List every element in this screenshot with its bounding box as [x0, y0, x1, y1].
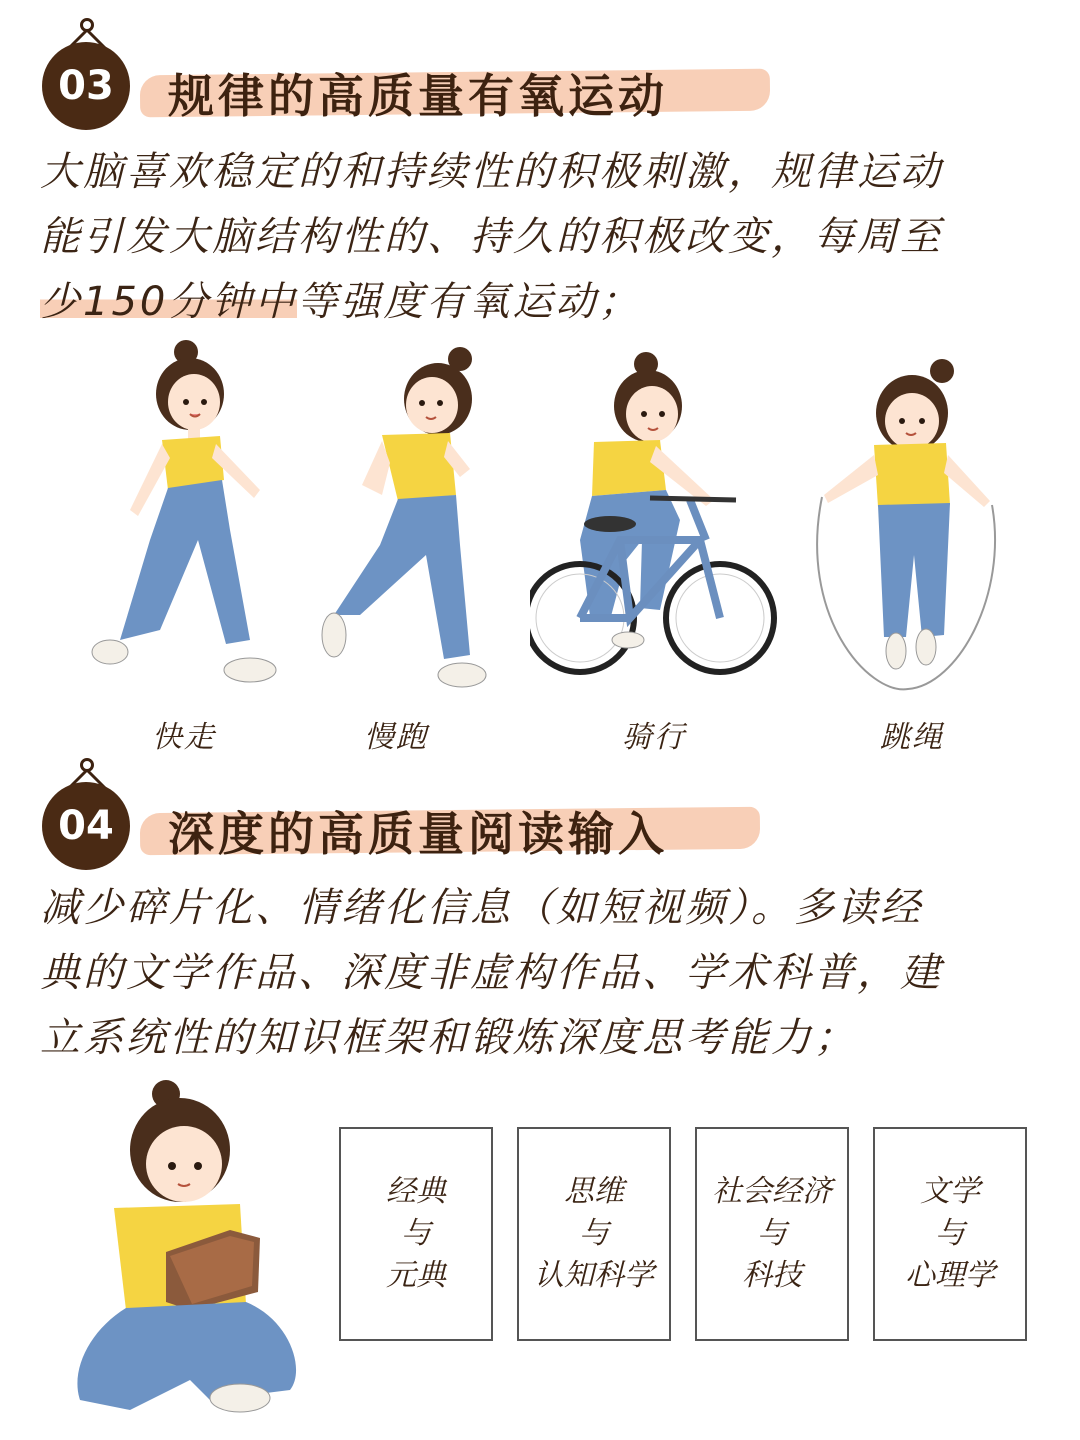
activity-label: 跳绳 — [880, 720, 944, 755]
topic-box-bottom: 认知科学 — [534, 1258, 654, 1293]
topic-box-bottom: 科技 — [742, 1258, 802, 1293]
topic-box-mid: 与 — [401, 1216, 431, 1251]
reading-figure-icon — [70, 1080, 310, 1425]
section04-paragraph — [40, 876, 1040, 1071]
walking-figure-icon — [90, 340, 280, 700]
section03-badge-hanger — [42, 18, 132, 128]
jump-rope-figure-icon — [808, 355, 1008, 695]
cycling-figure-icon — [530, 350, 780, 700]
topic-box-top: 思维 — [564, 1174, 624, 1209]
topic-box-bottom: 心理学 — [905, 1258, 995, 1293]
paragraph-line: 大脑喜欢稳定的和持续性的积极刺激，规律运动 — [40, 149, 943, 195]
section-number-badge: 04 — [42, 782, 130, 870]
highlighted-text: 少150分钟中 — [40, 279, 298, 325]
section04-badge-hanger — [42, 758, 132, 868]
activity-label: 骑行 — [622, 720, 686, 755]
topic-box-mid: 与 — [579, 1216, 609, 1251]
topic-box-mid: 与 — [935, 1216, 965, 1251]
paragraph-text: 等强度有氧运动； — [297, 279, 642, 325]
paragraph-line: 典的文学作品、深度非虚构作品、学术科普，建 — [40, 950, 943, 996]
topic-box — [695, 1127, 849, 1341]
topic-box-top: 经典 — [386, 1174, 446, 1209]
topic-box — [339, 1127, 493, 1341]
topic-box-bottom: 元典 — [386, 1258, 446, 1293]
paragraph-line: 能引发大脑结构性的、持久的积极改变，每周至 — [40, 214, 943, 260]
topic-box — [517, 1127, 671, 1341]
paragraph-line: 立系统性的知识框架和锻炼深度思考能力； — [40, 1015, 857, 1061]
section-heading: 规律的高质量有氧运动 — [168, 69, 668, 123]
section-heading: 深度的高质量阅读输入 — [168, 807, 668, 861]
section-number-badge: 03 — [42, 42, 130, 130]
topic-box-mid: 与 — [757, 1216, 787, 1251]
paragraph-line: 减少碎片化、情绪化信息（如短视频）。多读经 — [40, 885, 923, 931]
topic-box-top: 社会经济 — [712, 1174, 832, 1209]
section03-paragraph — [40, 140, 1040, 335]
activity-label: 慢跑 — [364, 720, 428, 755]
topic-box-top: 文学 — [920, 1174, 980, 1209]
jogging-figure-icon — [320, 345, 500, 705]
topic-box — [873, 1127, 1027, 1341]
paragraph-line — [40, 270, 1040, 335]
activity-label: 快走 — [152, 720, 216, 755]
